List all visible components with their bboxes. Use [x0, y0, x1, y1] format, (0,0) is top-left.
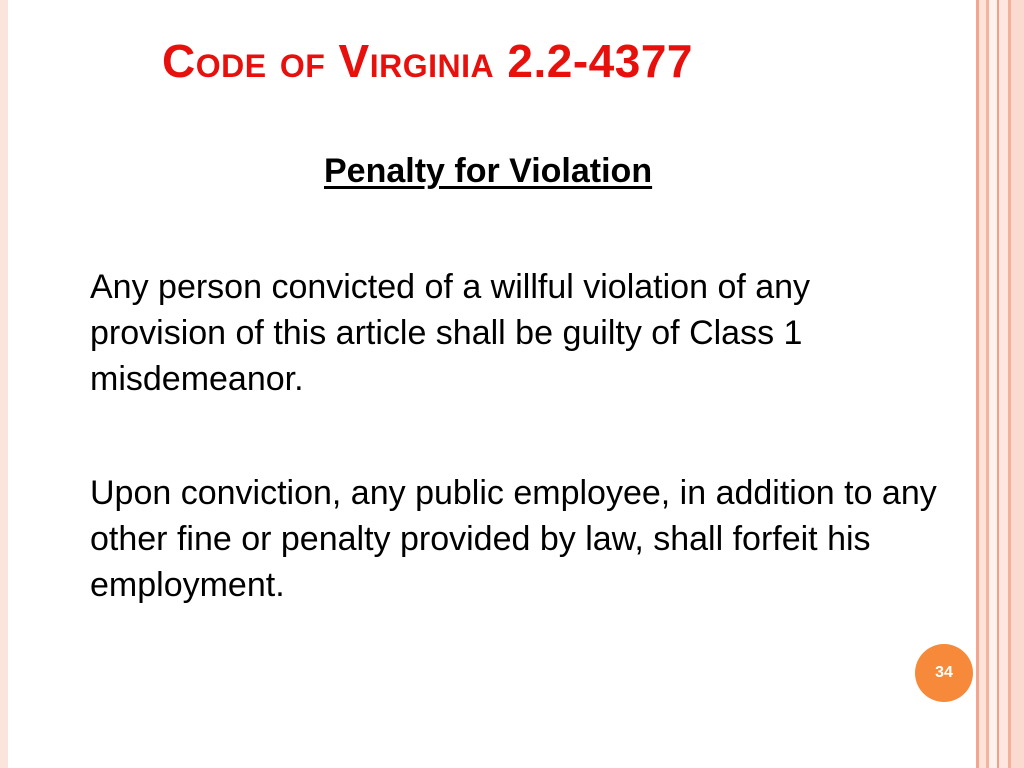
- stripe: [999, 0, 1008, 768]
- decorative-stripes: [976, 0, 1024, 768]
- page-number-badge: 34: [915, 644, 973, 702]
- left-border: [0, 0, 8, 768]
- body-paragraph-1: Any person convicted of a willful violation of any provision of this article shall be guilty of Class 1 misdemeanor.: [90, 268, 811, 398]
- stripe: [979, 0, 986, 768]
- stripe: [989, 0, 997, 768]
- stripe: [1011, 0, 1024, 768]
- slide-subtitle: Penalty for Violation: [324, 152, 653, 190]
- body-paragraph-2: Upon conviction, any public employee, in addition to any other fine or penalty provided by law, shall forfeit his employment.: [90, 474, 937, 604]
- slide-title: Code of Virginia 2.2-4377: [162, 35, 694, 87]
